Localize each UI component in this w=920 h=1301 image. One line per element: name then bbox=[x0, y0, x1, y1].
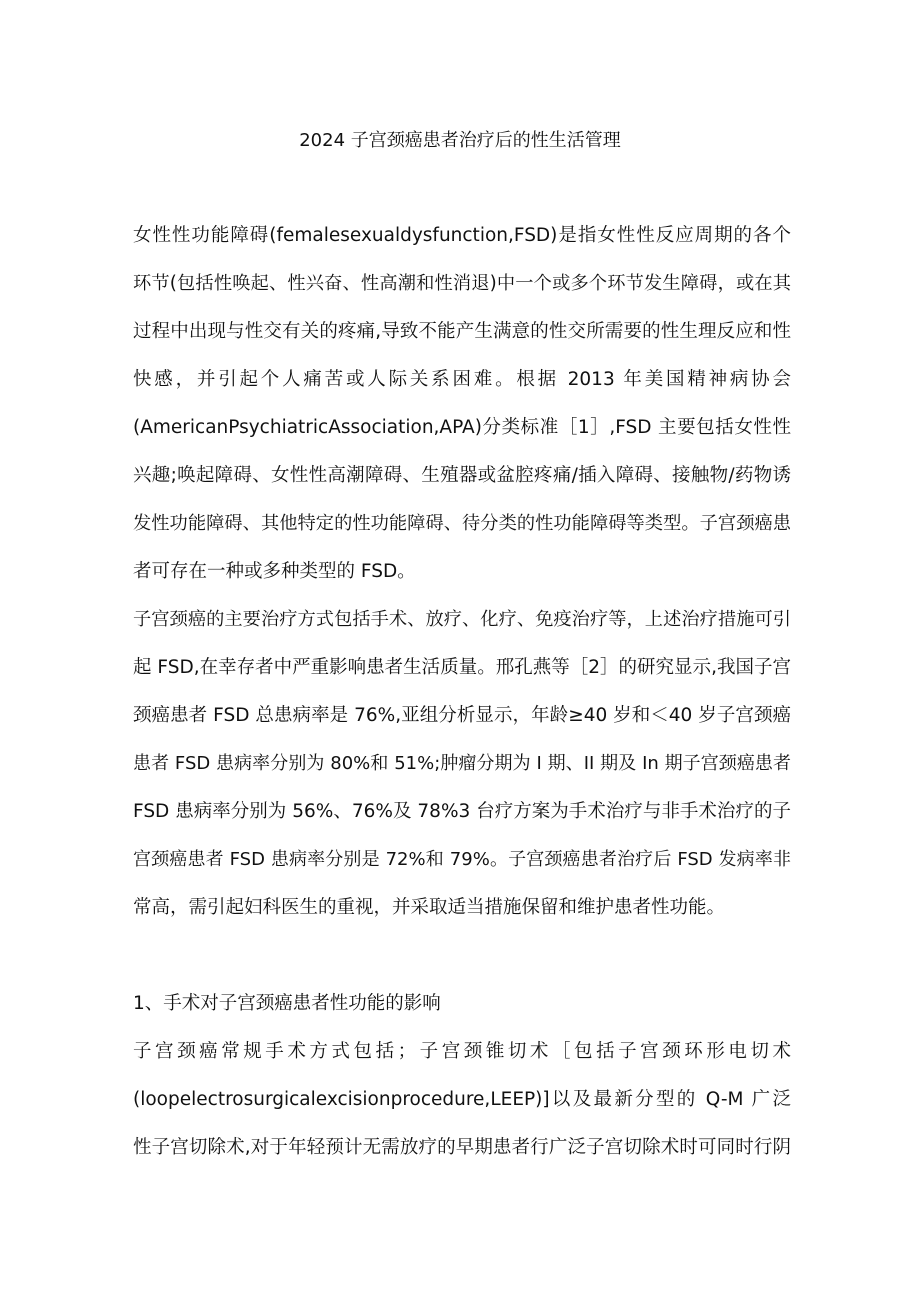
paragraph-1-line: 者可存在一种或多种类型的 FSD。 bbox=[133, 561, 416, 582]
paragraph-1-line: 兴趣;唤起障碍、女性性高潮障碍、生殖器或盆腔疼痛/插入障碍、接触物/药物诱 bbox=[133, 465, 791, 486]
document-title: 2024 子宫颈癌患者治疗后的性生活管理 bbox=[299, 130, 621, 151]
paragraph-2-line: 宫颈癌患者 FSD 患病率分别是 72%和 79%。子宫颈癌患者治疗后 FSD 发病率非 bbox=[133, 849, 791, 870]
paragraph-1-line: 环节(包括性唤起、性兴奋、性高潮和性消退)中一个或多个环节发生障碍，或在其 bbox=[133, 273, 791, 294]
paragraph-2-line: 常高，需引起妇科医生的重视，并采取适当措施保留和维护患者性功能。 bbox=[133, 897, 726, 918]
paragraph-2-line: 患者 FSD 患病率分别为 80%和 51%;肿瘤分期为 I 期、II 期及 In 期子宫颈癌患者 bbox=[133, 753, 791, 774]
paragraph-1-line: 过程中出现与性交有关的疼痛,导致不能产生满意的性交所需要的性生理反应和性 bbox=[133, 321, 791, 342]
paragraph-1-line: 快感，并引起个人痛苦或人际关系困难。根据 2013 年美国精神病协会 bbox=[133, 369, 791, 390]
paragraph-2-line: FSD 患病率分别为 56%、76%及 78%3 台疗方案为手术治疗与非手术治疗的子 bbox=[133, 801, 791, 822]
section-heading: 1、手术对子宫颈癌患者性功能的影响 bbox=[133, 993, 441, 1014]
paragraph-1-line: 发性功能障碍、其他特定的性功能障碍、待分类的性功能障碍等类型。子宫颈癌患 bbox=[133, 513, 791, 534]
paragraph-1-line: (AmericanPsychiatricAssociation,APA)分类标准［1］,FSD 主要包括女性性 bbox=[133, 417, 791, 438]
paragraph-2-line: 颈癌患者 FSD 总患病率是 76%,亚组分析显示，年龄≥40 岁和＜40 岁子宫颈癌 bbox=[133, 705, 791, 726]
paragraph-1-line: 女性性功能障碍(femalesexualdysfunction,FSD)是指女性性反应周期的各个 bbox=[133, 225, 791, 246]
paragraph-3-line: (loopelectrosurgicalexcisionprocedure,LEEP)]以及最新分型的 Q-M 广泛 bbox=[133, 1089, 791, 1110]
paragraph-2-line: 起 FSD,在幸存者中严重影响患者生活质量。邢孔燕等［2］的研究显示,我国子宫 bbox=[133, 657, 791, 678]
paragraph-3-line: 子宫颈癌常规手术方式包括；子宫颈锥切术［包括子宫颈环形电切术 bbox=[133, 1041, 791, 1062]
paragraph-2-line: 子宫颈癌的主要治疗方式包括手术、放疗、化疗、免疫治疗等，上述治疗措施可引 bbox=[133, 609, 791, 630]
paragraph-3-line: 性子宫切除术,对于年轻预计无需放疗的早期患者行广泛子宫切除术时可同时行阴 bbox=[133, 1137, 791, 1158]
